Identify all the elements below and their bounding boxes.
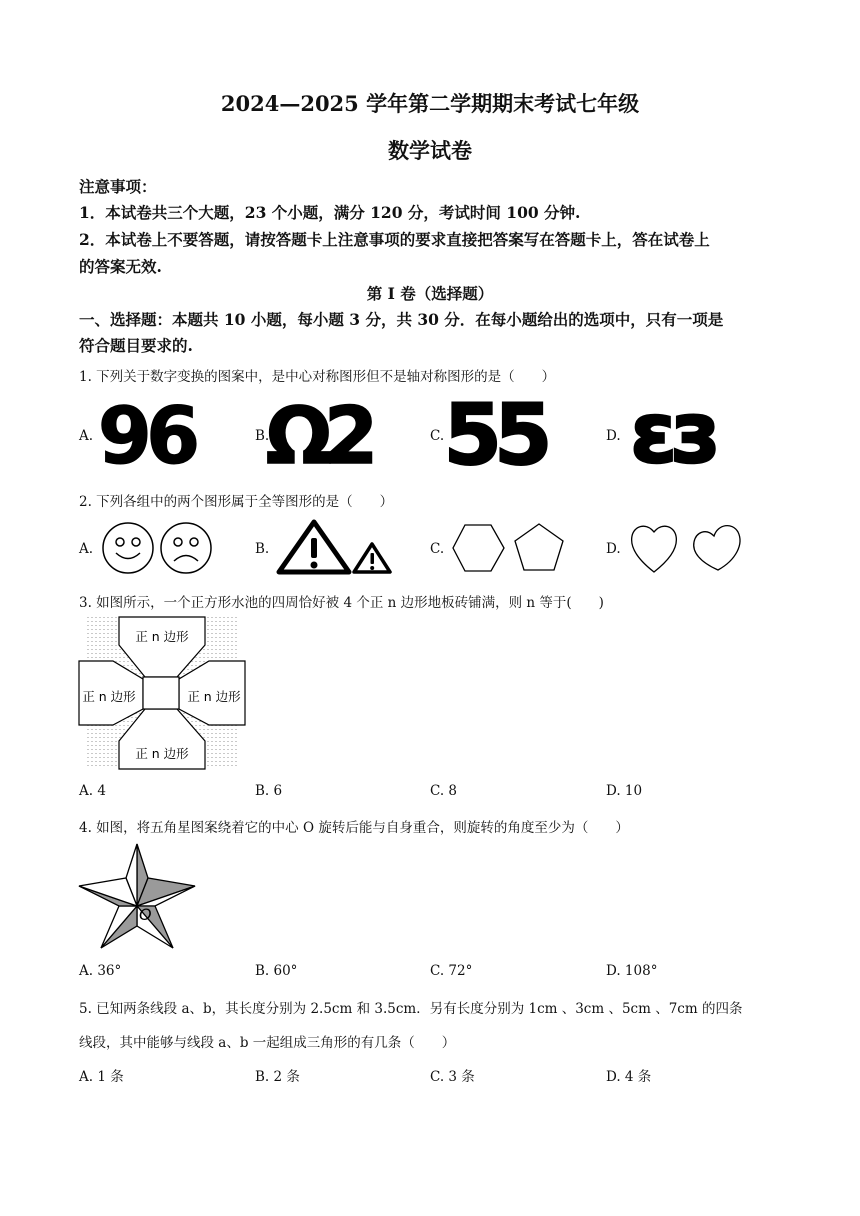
q1-c-glyph: 55 (443, 386, 545, 484)
question-5-stem-line2: 线段，其中能够与线段 a、b 一起组成三角形的有几条（ ） (79, 1035, 456, 1051)
notes-item-1: 1．本试卷共三个大题，23 个小题，满分 120 分，考试时间 100 分钟. (79, 203, 581, 222)
hearts-icon (628, 520, 746, 576)
q4-option-c: C. 72° (430, 963, 473, 979)
q2-option-b-label: B. (255, 541, 270, 557)
question-2-stem: 2. 下列各组中的两个图形属于全等图形的是（ ） (79, 494, 394, 510)
exam-subtitle: 数学试卷 (388, 138, 472, 163)
exam-title: 2024—2025 学年第二学期期末考试七年级 (220, 91, 640, 116)
q4-option-a: A. 36° (79, 963, 122, 979)
hexagon-pentagon-icon (452, 520, 570, 576)
q3-option-d: D. 10 (606, 783, 643, 799)
q1-option-b-figure (265, 392, 371, 482)
q1-b-glyph: Ω2 (265, 392, 371, 482)
q4-option-b: B. 60° (255, 963, 298, 979)
q3-tile-figure (79, 617, 245, 769)
q3-option-b: B. 6 (255, 783, 283, 799)
notes-item-2-line1: 2．本试卷上不要答题，请按答题卡上注意事项的要求直接把答案写在答题卡上，答在试卷上 (79, 230, 710, 249)
question-1-stem: 1. 下列关于数字变换的图案中，是中心对称图形但不是轴对称图形的是（ ） (79, 369, 556, 385)
q1-option-a-label: A. (79, 428, 94, 444)
smiley-sad-faces-icon (100, 520, 215, 578)
q1-option-a-figure (96, 392, 196, 482)
warning-triangles-icon (275, 518, 395, 576)
q2-option-a-label: A. (79, 541, 94, 557)
notes-item-2-line2: 的答案无效. (79, 257, 162, 276)
q3-label-right: 正 n 边形 (187, 689, 241, 704)
volume-title: 第 I 卷（选择题） (366, 284, 494, 303)
q2-option-d-label: D. (606, 541, 621, 557)
q3-label-top: 正 n 边形 (135, 629, 189, 644)
question-3-stem: 3. 如图所示，一个正方形水池的四周恰好被 4 个正 n 边形地板砖铺满，则 n 等于( ) (79, 595, 604, 611)
q3-option-c: C. 8 (430, 783, 458, 799)
q1-option-c-label: C. (430, 428, 445, 444)
question-4-stem: 4. 如图，将五角星图案绕着它的中心 O 旋转后能与自身重合，则旋转的角度至少为（ ） (79, 820, 629, 836)
q3-square-pool (143, 677, 179, 709)
q2-option-c-label: C. (430, 541, 445, 557)
section-instruction-line1: 一、选择题：本题共 10 小题，每小题 3 分，共 30 分．在每小题给出的选项中，只有一项是 (79, 310, 724, 329)
q1-d-glyph: εз (630, 384, 714, 482)
q4-center-label: O (139, 905, 152, 924)
q5-option-c: C. 3 条 (430, 1069, 475, 1085)
q1-option-d-label: D. (606, 428, 621, 444)
q1-option-d-figure (624, 384, 720, 482)
question-5-stem-line1: 5. 已知两条线段 a、b，其长度分别为 2.5cm 和 3.5cm．另有长度分别为 1cm 、3cm 、5cm 、7cm 的四条 (79, 1001, 743, 1017)
q5-option-d: D. 4 条 (606, 1069, 652, 1085)
q1-a-glyph: 96 (97, 392, 195, 482)
q5-option-a: A. 1 条 (79, 1069, 124, 1085)
q4-star-figure (77, 840, 199, 954)
q3-option-a: A. 4 (79, 783, 106, 799)
q1-option-b-label: B. (255, 428, 270, 444)
q1-option-c-figure (443, 386, 545, 484)
q3-label-bottom: 正 n 边形 (135, 746, 189, 761)
q3-label-left: 正 n 边形 (82, 689, 136, 704)
notes-heading: 注意事项： (79, 177, 157, 196)
section-instruction-line2: 符合题目要求的. (79, 336, 193, 355)
q5-option-b: B. 2 条 (255, 1069, 300, 1085)
q4-option-d: D. 108° (606, 963, 658, 979)
